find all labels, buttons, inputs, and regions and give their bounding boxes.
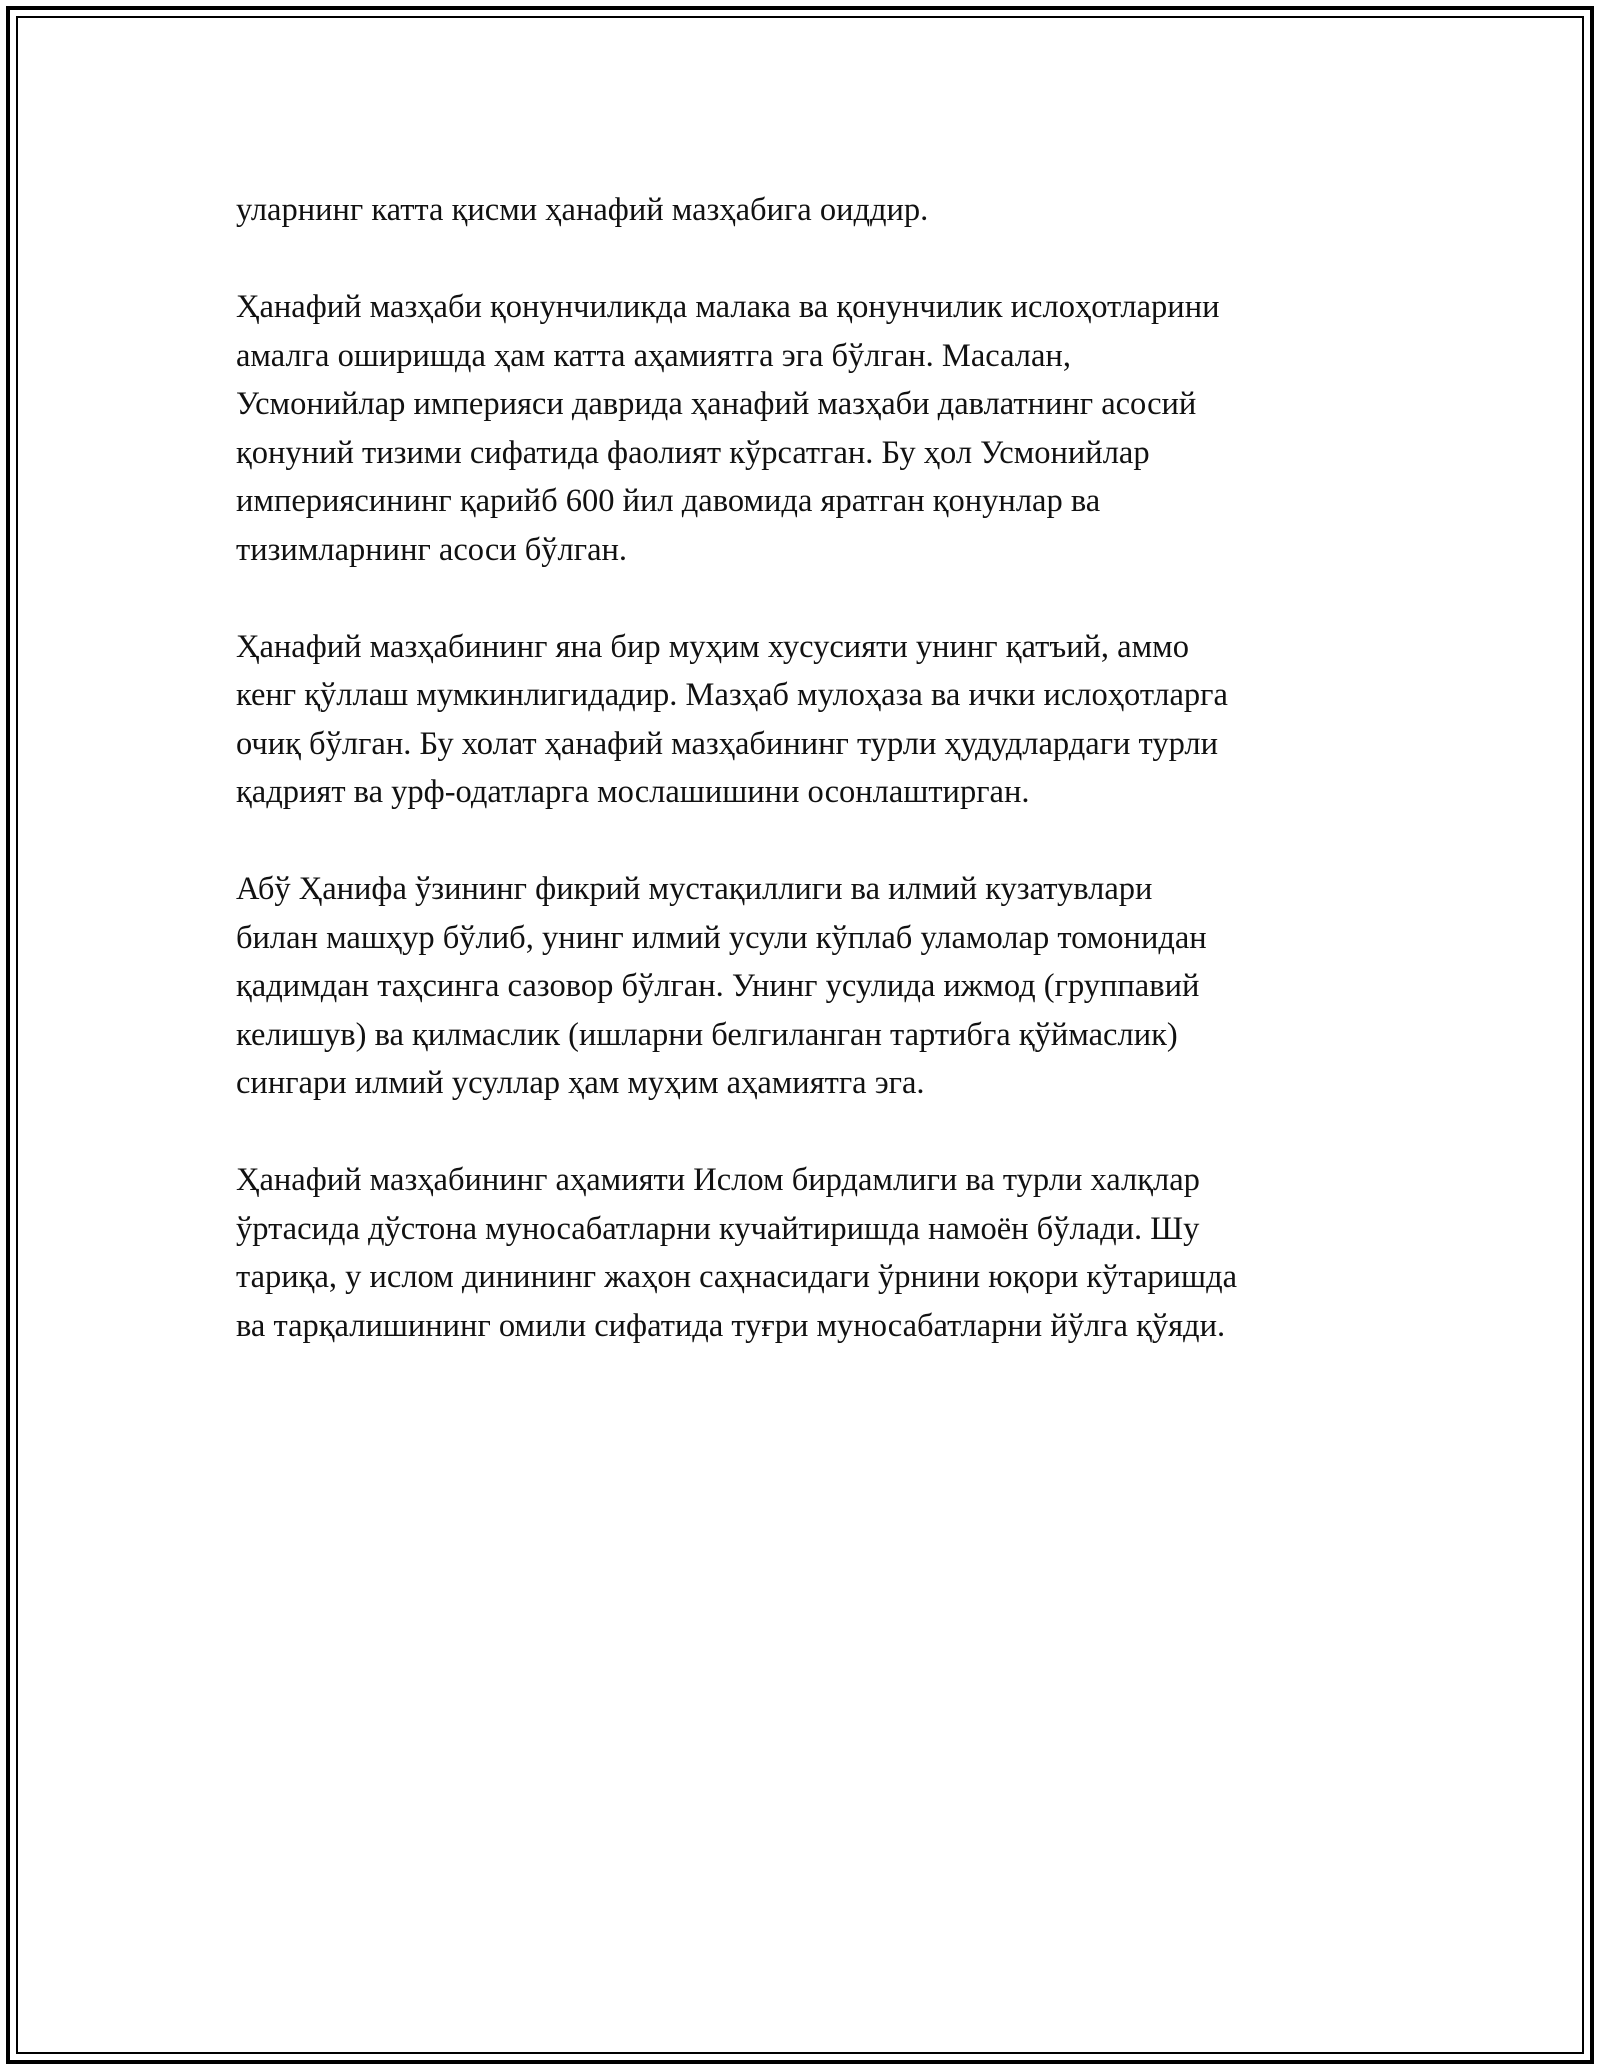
text-line: Ҳанафий мазҳаби қонунчиликда малака ва қонунчилик ислоҳотларини (236, 289, 1220, 325)
paragraph-2 (236, 283, 1386, 574)
text-line: тариқа, у ислом динининг жаҳон саҳнасидаги ўрнини юқори кўтаришда (236, 1259, 1238, 1295)
text-line: ўртасида дўстона муносабатларни кучайтиришда намоён бўлади. Шу (236, 1210, 1200, 1247)
text-line: очиқ бўлган. Бу холат ҳанафий мазҳабининг турли ҳудудлардаги турли (236, 725, 1218, 762)
text-line: билан машҳур бўлиб, унинг илмий усули кўплаб уламолар томонидан (236, 919, 1207, 956)
text-line: Ҳанафий мазҳабининг яна бир муҳим хусусияти унинг қатъий, аммо (236, 628, 1189, 665)
text-line: қонуний тизими сифатида фаолият кўрсатган. Бу ҳол Усмонийлар (236, 434, 1150, 471)
document-body (236, 186, 1386, 1399)
text-line: кенг қўллаш мумкинлигидадир. Мазҳаб мулоҳаза ва ички ислоҳотларга (236, 677, 1228, 713)
text-line: амалга оширишда ҳам катта аҳамиятга эга бўлган. Масалан, (236, 337, 1071, 374)
text-line: сингари илмий усуллар ҳам муҳим аҳамиятга эга. (236, 1065, 925, 1101)
paragraph-5 (236, 1156, 1386, 1350)
text-line: Ҳанафий мазҳабининг аҳамияти Ислом бирдамлиги ва турли халқлар (236, 1162, 1200, 1198)
text-line: Усмонийлар империяси даврида ҳанафий мазҳаби давлатнинг асосий (236, 386, 1197, 422)
text-line: қадрият ва урф-одатларга мослашишини осонлаштирган. (236, 774, 1030, 810)
paragraph-3 (236, 623, 1386, 817)
text-line: уларнинг катта қисми ҳанафий мазҳабига оиддир. (236, 192, 929, 228)
text-line: келишув) ва қилмаслик (ишларни белгиланган тартибга қўймаслик) (236, 1016, 1178, 1053)
text-line: ва тарқалишининг омили сифатида туғри муносабатларни йўлга қўяди. (236, 1307, 1226, 1344)
text-line: Абў Ҳанифа ўзининг фикрий мустақиллиги ва илмий кузатувлари (236, 871, 1153, 907)
paragraph-1 (236, 186, 1386, 235)
text-line: қадимдан таҳсинга сазовор бўлган. Унинг усулида ижмод (группавий (236, 968, 1200, 1004)
text-line: тизимларнинг асоси бўлган. (236, 531, 628, 568)
paragraph-4 (236, 865, 1386, 1108)
text-line: империясининг қарийб 600 йил давомида яратган қонунлар ва (236, 483, 1101, 519)
